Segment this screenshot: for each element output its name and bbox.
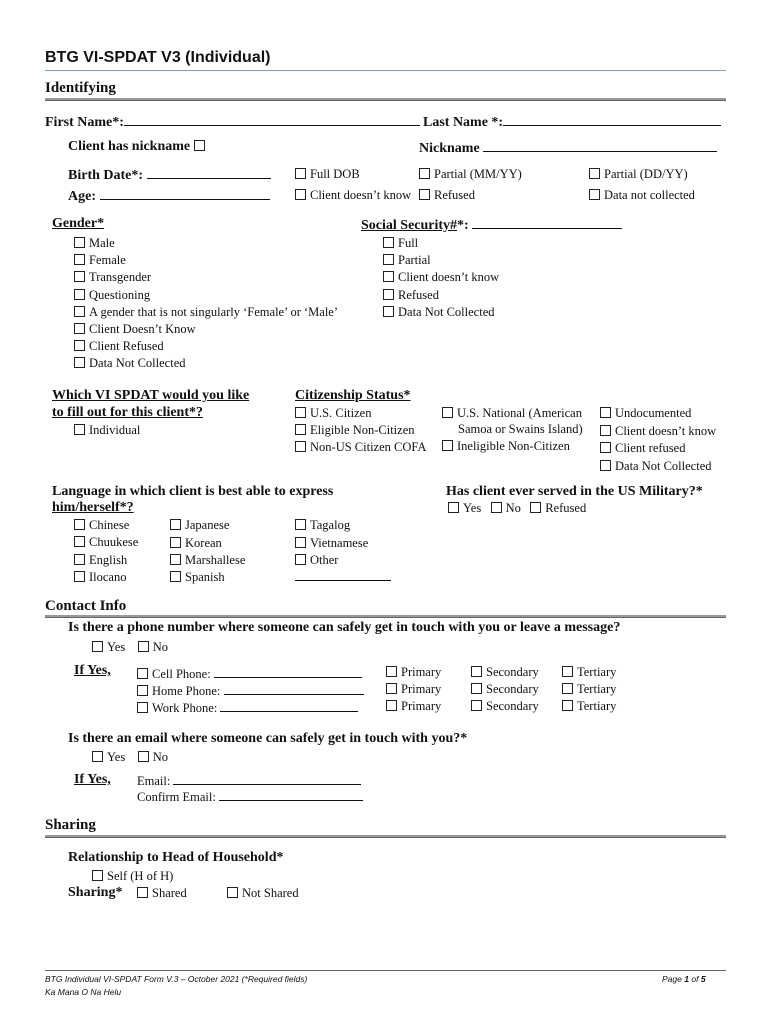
ssn-suffix: *:	[457, 218, 469, 233]
gender-option[interactable]: Transgender	[74, 270, 151, 285]
section-sharing: Sharing	[45, 817, 96, 833]
section-bar	[45, 615, 726, 618]
dob-option[interactable]: Full DOB	[295, 167, 360, 182]
citizenship-option-cont: Samoa or Swains Island)	[458, 422, 583, 436]
which-spdat-option[interactable]: Individual	[74, 423, 140, 438]
language-option[interactable]: Chinese	[74, 518, 129, 533]
military-options[interactable]: Yes No Refused	[448, 501, 586, 516]
ssn-option[interactable]: Data Not Collected	[383, 305, 495, 320]
first-name-label: First Name*:	[45, 115, 124, 130]
citizenship-option[interactable]: Ineligible Non-Citizen	[442, 439, 570, 454]
age-field[interactable]	[68, 187, 270, 205]
dob-option[interactable]: Partial (MM/YY)	[419, 167, 522, 182]
ssn-option[interactable]: Client doesn’t know	[383, 270, 499, 285]
section-bar	[45, 98, 726, 101]
citizenship-option[interactable]: Client doesn’t know	[600, 424, 716, 439]
page-title: BTG VI-SPDAT V3 (Individual)	[45, 49, 271, 66]
age-option[interactable]: Client doesn’t know	[295, 188, 411, 203]
citizenship-option[interactable]: Undocumented	[600, 406, 691, 421]
ssn-field[interactable]	[361, 216, 622, 234]
birth-date-field[interactable]	[68, 166, 271, 184]
gender-label: Gender*	[52, 216, 105, 231]
self-option[interactable]: Self (H of H)	[92, 869, 173, 884]
language-option[interactable]: Spanish	[170, 570, 225, 585]
priority-option[interactable]: Tertiary	[562, 682, 616, 697]
language-label-2: him/herself*?	[52, 500, 134, 515]
priority-option[interactable]: Primary	[386, 699, 441, 714]
birth-date-label: Birth Date*:	[68, 168, 144, 183]
gender-option[interactable]: Male	[74, 236, 115, 251]
language-label-1: Language in which client is best able to express	[52, 484, 334, 499]
citizenship-option[interactable]: U.S. National (American	[442, 406, 582, 421]
priority-option[interactable]: Primary	[386, 665, 441, 680]
relationship-label: Relationship to Head of Household*	[68, 850, 284, 865]
email-if-yes: If Yes,	[74, 772, 111, 787]
sharing-label: Sharing*	[68, 885, 123, 900]
footer-org: Ka Mana O Na Helu	[45, 987, 122, 997]
priority-option[interactable]: Tertiary	[562, 665, 616, 680]
citizenship-option[interactable]: Non-US Citizen COFA	[295, 440, 426, 455]
gender-option[interactable]: Data Not Collected	[74, 356, 186, 371]
work-phone-field[interactable]: Work Phone:	[137, 699, 358, 716]
military-label: Has client ever served in the US Military?*	[446, 484, 703, 499]
ssn-option[interactable]: Refused	[383, 288, 439, 303]
confirm-email-field[interactable]: Confirm Email:	[137, 788, 363, 805]
last-name-field[interactable]	[423, 113, 721, 131]
gender-option[interactable]: Questioning	[74, 288, 150, 303]
language-option[interactable]: Ilocano	[74, 570, 126, 585]
which-spdat-label-2: to fill out for this client*?	[52, 405, 204, 420]
cell-phone-field[interactable]: Cell Phone:	[137, 665, 362, 682]
citizenship-option[interactable]: Data Not Collected	[600, 459, 712, 474]
gender-option[interactable]: Client Doesn’t Know	[74, 322, 196, 337]
language-option[interactable]: Marshallese	[170, 553, 245, 568]
gender-option[interactable]: A gender that is not singularly ‘Female’ or ‘Male’	[74, 305, 338, 320]
language-option[interactable]: Vietnamese	[295, 536, 368, 551]
language-other-input[interactable]	[295, 568, 391, 581]
language-option[interactable]: English	[74, 553, 127, 568]
gender-option[interactable]: Client Refused	[74, 339, 164, 354]
phone-yes-no[interactable]: Yes No	[92, 640, 168, 655]
email-field[interactable]: Email:	[137, 772, 361, 789]
priority-option[interactable]: Secondary	[471, 682, 539, 697]
section-identifying: Identifying	[45, 80, 116, 96]
last-name-label: Last Name *:	[423, 115, 504, 130]
ssn-option[interactable]: Partial	[383, 253, 431, 268]
priority-option[interactable]: Primary	[386, 682, 441, 697]
nickname-label: Nickname	[419, 141, 480, 156]
ssn-label: Social Security#	[361, 218, 458, 233]
client-has-nickname-label: Client has nickname	[68, 139, 191, 154]
section-contact: Contact Info	[45, 598, 127, 614]
citizenship-option[interactable]: Client refused	[600, 441, 685, 456]
gender-option[interactable]: Female	[74, 253, 126, 268]
section-bar	[45, 835, 726, 838]
email-question: Is there an email where someone can safely get in touch with you?*	[68, 731, 468, 746]
age-option[interactable]: Refused	[419, 188, 475, 203]
footer-rule	[45, 970, 726, 971]
footer-form-id: BTG Individual VI-SPDAT Form V.3 – October 2021 (*Required fields)	[45, 974, 308, 984]
which-spdat-label-1: Which VI SPDAT would you like	[52, 388, 250, 403]
dob-option[interactable]: Partial (DD/YY)	[589, 167, 688, 182]
client-has-nickname[interactable]	[68, 139, 209, 155]
priority-option[interactable]: Tertiary	[562, 699, 616, 714]
citizenship-option[interactable]: U.S. Citizen	[295, 406, 371, 421]
nickname-field[interactable]	[419, 139, 717, 157]
phone-question: Is there a phone number where someone can safely get in touch with you or leave a message?	[68, 620, 621, 635]
not-shared-option[interactable]: Not Shared	[227, 886, 299, 901]
ssn-option[interactable]: Full	[383, 236, 418, 251]
language-option[interactable]: Korean	[170, 536, 222, 551]
language-option[interactable]: Other	[295, 553, 338, 568]
priority-option[interactable]: Secondary	[471, 665, 539, 680]
title-rule	[45, 70, 726, 71]
home-phone-field[interactable]: Home Phone:	[137, 682, 364, 699]
shared-option[interactable]: Shared	[137, 886, 187, 901]
language-option[interactable]: Tagalog	[295, 518, 350, 533]
priority-option[interactable]: Secondary	[471, 699, 539, 714]
email-yes-no[interactable]: Yes No	[92, 750, 168, 765]
first-name-field[interactable]	[45, 113, 420, 131]
citizenship-option[interactable]: Eligible Non-Citizen	[295, 423, 415, 438]
citizenship-label: Citizenship Status*	[295, 388, 411, 403]
phone-if-yes: If Yes,	[74, 663, 111, 678]
language-option[interactable]: Chuukese	[74, 535, 138, 550]
nickname-checkbox[interactable]	[194, 140, 205, 151]
footer-page-number: Page 1 of 5	[662, 974, 706, 984]
age-label: Age:	[68, 189, 96, 204]
language-option[interactable]: Japanese	[170, 518, 229, 533]
age-option[interactable]: Data not collected	[589, 188, 695, 203]
